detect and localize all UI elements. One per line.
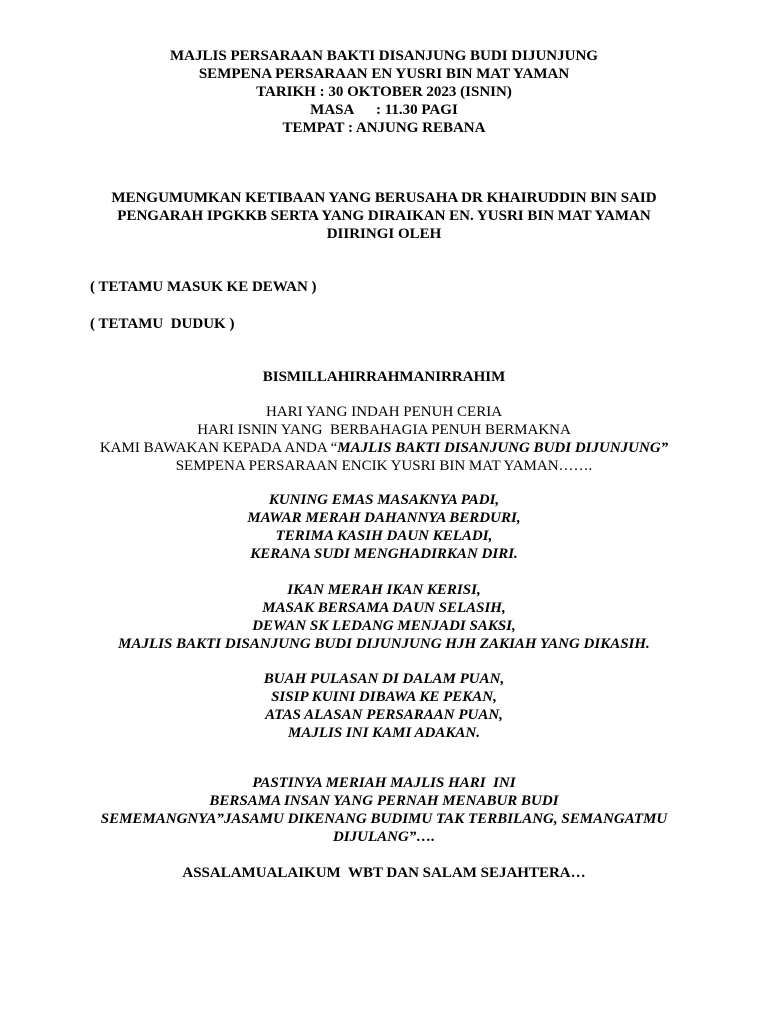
event-subtitle: SEMPENA PERSARAAN EN YUSRI BIN MAT YAMAN — [198, 66, 570, 82]
pantun-3-line: BUAH PULASAN DI DALAM PUAN, — [263, 671, 505, 687]
event-title: MAJLIS PERSARAAN BAKTI DISANJUNG BUDI DIJUNJUNG — [170, 48, 598, 64]
pantun-2-line: MAJLIS BAKTI DISANJUNG BUDI DIJUNJUNG HJH ZAKIAH YANG DIKASIH. — [118, 636, 650, 652]
closing-verse-line: DIJULANG”…. — [332, 829, 436, 845]
opening-line-4: SEMPENA PERSARAAN ENCIK YUSRI BIN MAT YAMAN……. — [175, 458, 593, 474]
pantun-2-line: IKAN MERAH IKAN KERISI, — [287, 582, 481, 598]
pantun-3-line: ATAS ALASAN PERSARAAN PUAN, — [265, 707, 503, 723]
announcement-line-3: DIIRINGI OLEH — [326, 226, 442, 242]
closing-greeting: ASSALAMUALAIKUM WBT DAN SALAM SEJAHTERA… — [182, 865, 586, 881]
opening-line-2: HARI ISNIN YANG BERBAHAGIA PENUH BERMAKNA — [197, 422, 571, 438]
event-time: MASA : 11.30 PAGI — [310, 102, 458, 118]
closing-verse-line: SEMEMANGNYA”JASAMU DIKENANG BUDIMU TAK TERBILANG, SEMANGATMU — [100, 811, 668, 827]
opening-line-1: HARI YANG INDAH PENUH CERIA — [265, 404, 503, 420]
opening-line-3-prefix: KAMI BAWAKAN KEPADA ANDA “ — [99, 440, 338, 456]
opening-line-3 — [0, 439, 768, 457]
pantun-1-line: KUNING EMAS MASAKNYA PADI, — [268, 492, 500, 508]
bismillah: BISMILLAHIRRAHMANIRRAHIM — [262, 369, 506, 385]
cue-guests-sit: ( TETAMU DUDUK ) — [90, 316, 235, 332]
pantun-2-line: DEWAN SK LEDANG MENJADI SAKSI, — [252, 618, 516, 634]
event-date: TARIKH : 30 OKTOBER 2023 (ISNIN) — [256, 84, 512, 100]
event-venue: TEMPAT : ANJUNG REBANA — [282, 120, 486, 136]
cue-guests-enter: ( TETAMU MASUK KE DEWAN ) — [90, 279, 317, 295]
announcement-line-1: MENGUMUMKAN KETIBAAN YANG BERUSAHA DR KHAIRUDDIN BIN SAID — [111, 190, 657, 206]
pantun-3-line: SISIP KUINI DIBAWA KE PEKAN, — [271, 689, 497, 705]
pantun-1-line: TERIMA KASIH DAUN KELADI, — [275, 528, 493, 544]
closing-verse-line: BERSAMA INSAN YANG PERNAH MENABUR BUDI — [209, 793, 559, 809]
closing-verse-line: PASTINYA MERIAH MAJLIS HARI INI — [252, 775, 516, 791]
pantun-1-line: KERANA SUDI MENGHADIRKAN DIRI. — [250, 546, 518, 562]
pantun-3-line: MAJLIS INI KAMI ADAKAN. — [287, 725, 480, 741]
announcement-line-2: PENGARAH IPGKKB SERTA YANG DIRAIKAN EN. YUSRI BIN MAT YAMAN — [117, 208, 651, 224]
pantun-1-line: MAWAR MERAH DAHANNYA BERDURI, — [247, 510, 521, 526]
pantun-2-line: MASAK BERSAMA DAUN SELASIH, — [262, 600, 506, 616]
event-name-highlight: MAJLIS BAKTI DISANJUNG BUDI DIJUNJUNG” — [337, 440, 669, 456]
